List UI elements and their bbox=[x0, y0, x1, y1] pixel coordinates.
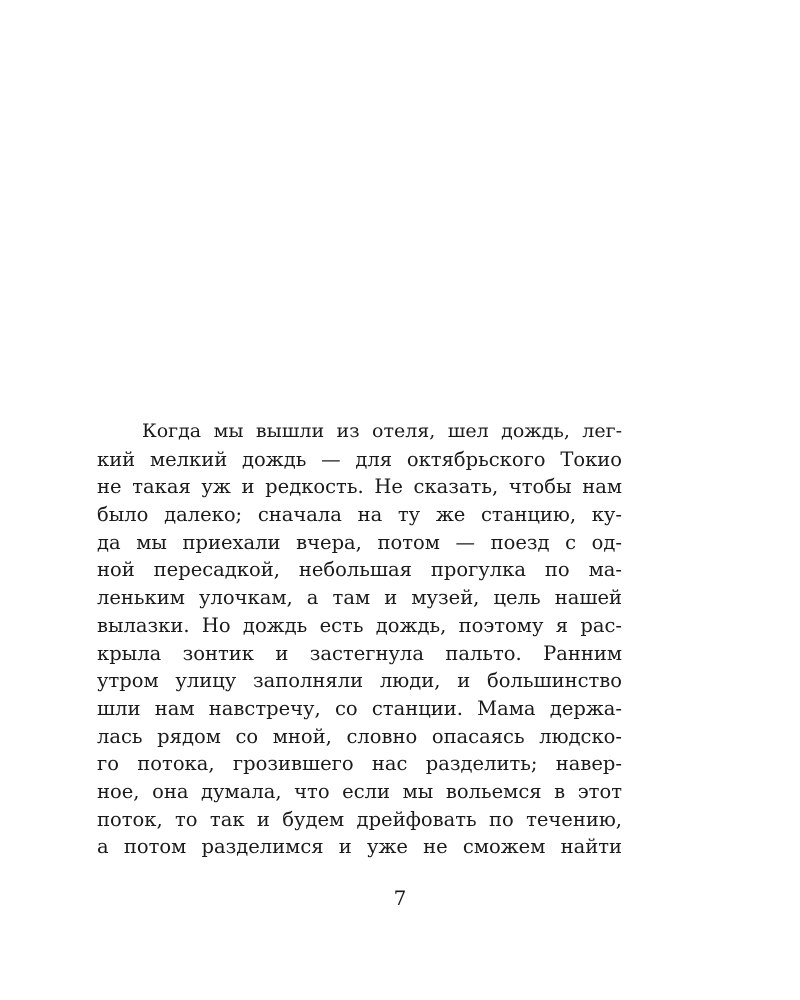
page-number: 7 bbox=[393, 886, 407, 910]
paragraph-line: лась рядом со мной, словно опасаясь людско- bbox=[97, 724, 622, 748]
paragraph-line: утром улицу заполняли люди, и большинство bbox=[97, 669, 622, 693]
paragraph-line: было далеко; сначала на ту же станцию, ку- bbox=[97, 503, 622, 527]
paragraph-line: шли нам навстречу, со станции. Мама держа- bbox=[97, 696, 622, 720]
paragraph-line: вылазки. Но дождь есть дождь, поэтому я рас- bbox=[97, 613, 622, 637]
paragraph-line: Когда мы вышли из отеля, шел дождь, лег- bbox=[142, 420, 622, 442]
paragraph-line: а потом разделимся и уже не сможем найти bbox=[97, 835, 622, 859]
paragraph-line: крыла зонтик и застегнула пальто. Ранним bbox=[97, 641, 622, 665]
paragraph-line: леньким улочкам, а там и музей, цель нашей bbox=[97, 586, 622, 610]
paragraph-line: ной пересадкой, небольшая прогулка по ма- bbox=[97, 558, 622, 582]
paragraph-line: ное, она думала, что если мы вольемся в этот bbox=[97, 779, 622, 803]
paragraph-line: кий мелкий дождь — для октябрьского Токио bbox=[97, 447, 622, 471]
paragraph-line: не такая уж и редкость. Не сказать, чтобы нам bbox=[97, 475, 622, 499]
paragraph-line: да мы приехали вчера, потом — поезд с од- bbox=[97, 530, 622, 554]
paragraph-line: поток, то так и будем дрейфовать по течению, bbox=[97, 807, 622, 831]
paragraph-line: го потока, грозившего нас разделить; навер- bbox=[97, 752, 622, 776]
body-paragraph bbox=[97, 418, 622, 861]
